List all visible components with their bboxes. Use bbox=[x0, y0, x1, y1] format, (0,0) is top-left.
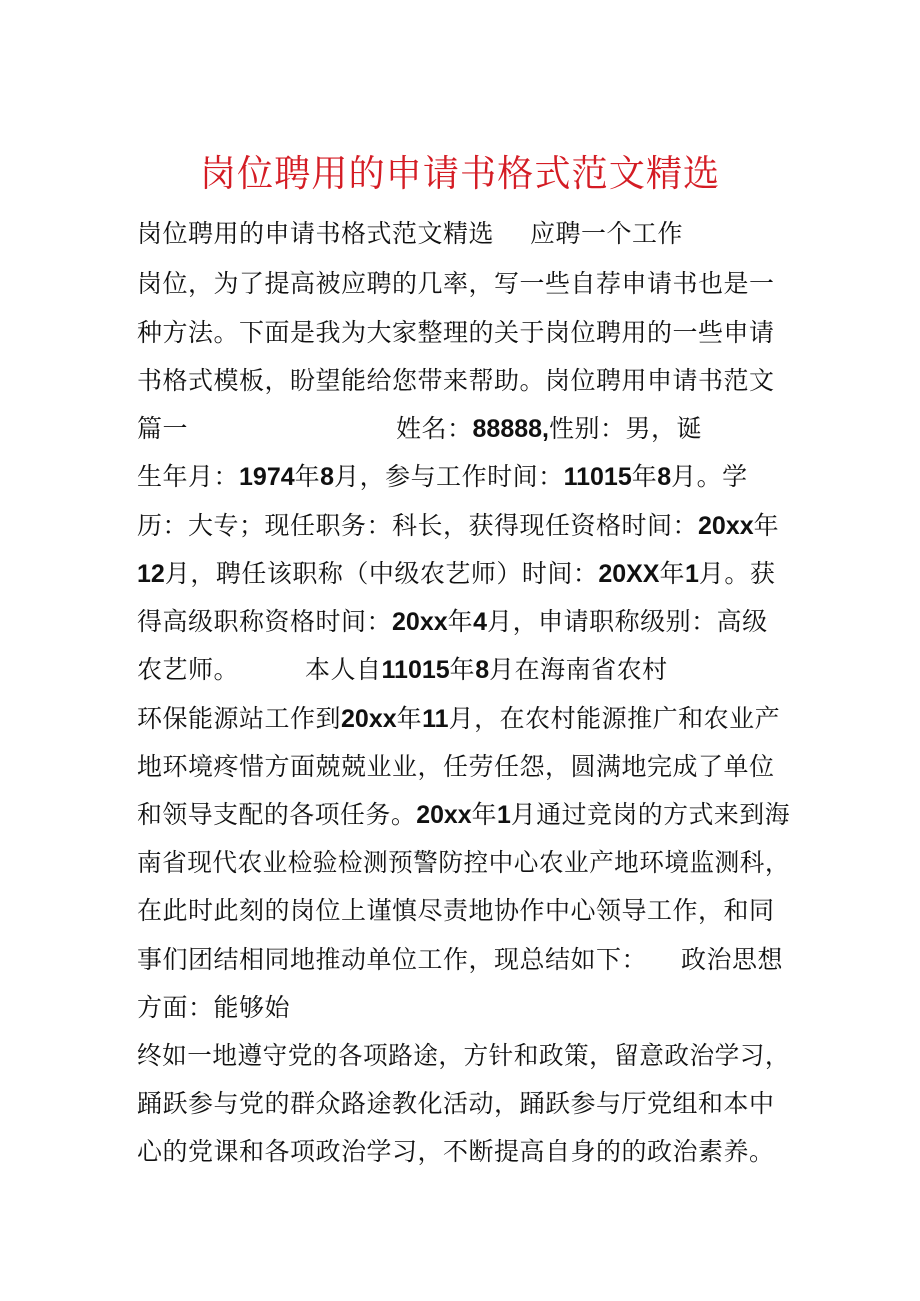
number-run: 88888, bbox=[472, 415, 549, 443]
paragraph-line bbox=[137, 1130, 775, 1174]
text-run: 篇一 bbox=[137, 414, 189, 443]
number-run: 1 bbox=[496, 801, 511, 829]
text-run: 月。获 bbox=[698, 559, 776, 588]
number-run: 12 bbox=[137, 560, 165, 588]
paragraph-line bbox=[137, 938, 783, 982]
text-run: 性别：男，诞 bbox=[549, 414, 703, 443]
text-run: 应聘一个工作 bbox=[530, 219, 684, 248]
text-run: 年 bbox=[294, 462, 321, 491]
paragraph-line bbox=[137, 407, 702, 451]
number-run: 1 bbox=[685, 560, 699, 588]
paragraph-line bbox=[137, 455, 748, 499]
text-run: 心的党课和各项政治学习，不断提高自身的的政治素养。 bbox=[137, 1137, 775, 1166]
text-run: 在此时此刻的岗位上谨慎尽责地协作中心领导工作，和同 bbox=[137, 896, 775, 925]
text-run: 本人自 bbox=[305, 655, 382, 684]
paragraph-line bbox=[137, 1034, 790, 1078]
paragraph-line bbox=[137, 1082, 775, 1126]
number-run: 11015 bbox=[381, 656, 450, 684]
paragraph-line bbox=[137, 648, 668, 692]
paragraph-line bbox=[137, 745, 775, 789]
text-run: 环保能源站工作到 bbox=[137, 704, 342, 733]
text-run: 地环境疼惜方面兢兢业业，任劳任怨，圆满地完成了单位 bbox=[137, 752, 775, 781]
text-run: 月在海南省农村 bbox=[489, 655, 668, 684]
number-run: 20xx bbox=[341, 705, 397, 733]
text-run: 终如一地遵守党的各项路途，方针和政策，留意政治学习， bbox=[137, 1041, 791, 1070]
text-run: 得高级职称资格时间： bbox=[137, 607, 393, 636]
number-run: 11 bbox=[422, 705, 449, 733]
text-run: 和领导支配的各项任务。 bbox=[137, 800, 417, 829]
text-run: 事们团结相同地推动单位工作，现总结如下： bbox=[137, 945, 648, 974]
text-run: 月，聘任该职称（中级农艺师）时间： bbox=[164, 559, 599, 588]
text-run: 岗位，为了提高被应聘的几率，写一些自荐申请书也是一 bbox=[137, 269, 775, 298]
number-run: 8 bbox=[320, 463, 335, 491]
paragraph-line bbox=[137, 793, 790, 837]
text-run: 年 bbox=[631, 462, 658, 491]
text-run: 月，参与工作时间： bbox=[334, 462, 564, 491]
text-run: 岗位聘用的申请书格式范文精选 bbox=[137, 219, 495, 248]
number-run: 20XX bbox=[598, 560, 660, 588]
text-run: 年 bbox=[753, 511, 780, 540]
text-run: 年 bbox=[449, 655, 476, 684]
number-run: 1974 bbox=[239, 463, 295, 491]
text-run: 月。学 bbox=[671, 462, 748, 491]
paragraph-line bbox=[137, 697, 780, 741]
text-run: 农艺师。 bbox=[137, 655, 240, 684]
paragraph-line bbox=[137, 986, 290, 1030]
number-run: 20xx bbox=[698, 512, 754, 540]
text-run: 生年月： bbox=[137, 462, 240, 491]
text-run: 月，申请职称级别：高级 bbox=[487, 607, 768, 636]
text-run: 种方法。下面是我为大家整理的关于岗位聘用的一些申请 bbox=[137, 318, 775, 347]
number-run: 4 bbox=[473, 608, 488, 636]
text-run: 姓名： bbox=[396, 414, 473, 443]
paragraph-line bbox=[137, 552, 775, 596]
paragraph-line bbox=[137, 311, 775, 355]
number-run: 8 bbox=[657, 463, 672, 491]
paragraph-line bbox=[137, 359, 775, 403]
paragraph-line bbox=[137, 889, 775, 933]
text-run: 年 bbox=[471, 800, 497, 829]
paragraph-line bbox=[137, 504, 779, 548]
document-title: 岗位聘用的申请书格式范文精选 bbox=[199, 152, 721, 195]
paragraph-line bbox=[137, 212, 683, 256]
text-run: 年 bbox=[396, 704, 423, 733]
number-run: 20xx bbox=[392, 608, 448, 636]
text-run: 月通过竞岗的方式来到海 bbox=[510, 800, 791, 829]
text-run: 踊跃参与党的群众路途教化活动，踊跃参与厅党组和本中 bbox=[137, 1089, 775, 1118]
text-run: 书格式模板，盼望能给您带来帮助。岗位聘用申请书范文 bbox=[137, 366, 775, 395]
paragraph-line bbox=[137, 262, 775, 306]
paragraph-line bbox=[137, 841, 790, 885]
text-run: 政治思想 bbox=[681, 945, 784, 974]
paragraph-line bbox=[137, 600, 768, 644]
number-run: 11015 bbox=[563, 463, 632, 491]
text-run: 南省现代农业检验检测预警防控中心农业产地环境监测科， bbox=[137, 848, 791, 877]
text-run: 月，在农村能源推广和农业产 bbox=[448, 704, 781, 733]
number-run: 8 bbox=[475, 656, 490, 684]
number-run: 20xx bbox=[416, 801, 472, 829]
text-run: 方面：能够始 bbox=[137, 993, 291, 1022]
text-run: 历：大专；现任职务：科长，获得现任资格时间： bbox=[137, 511, 699, 540]
text-run: 年 bbox=[447, 607, 474, 636]
text-run: 年 bbox=[659, 559, 686, 588]
